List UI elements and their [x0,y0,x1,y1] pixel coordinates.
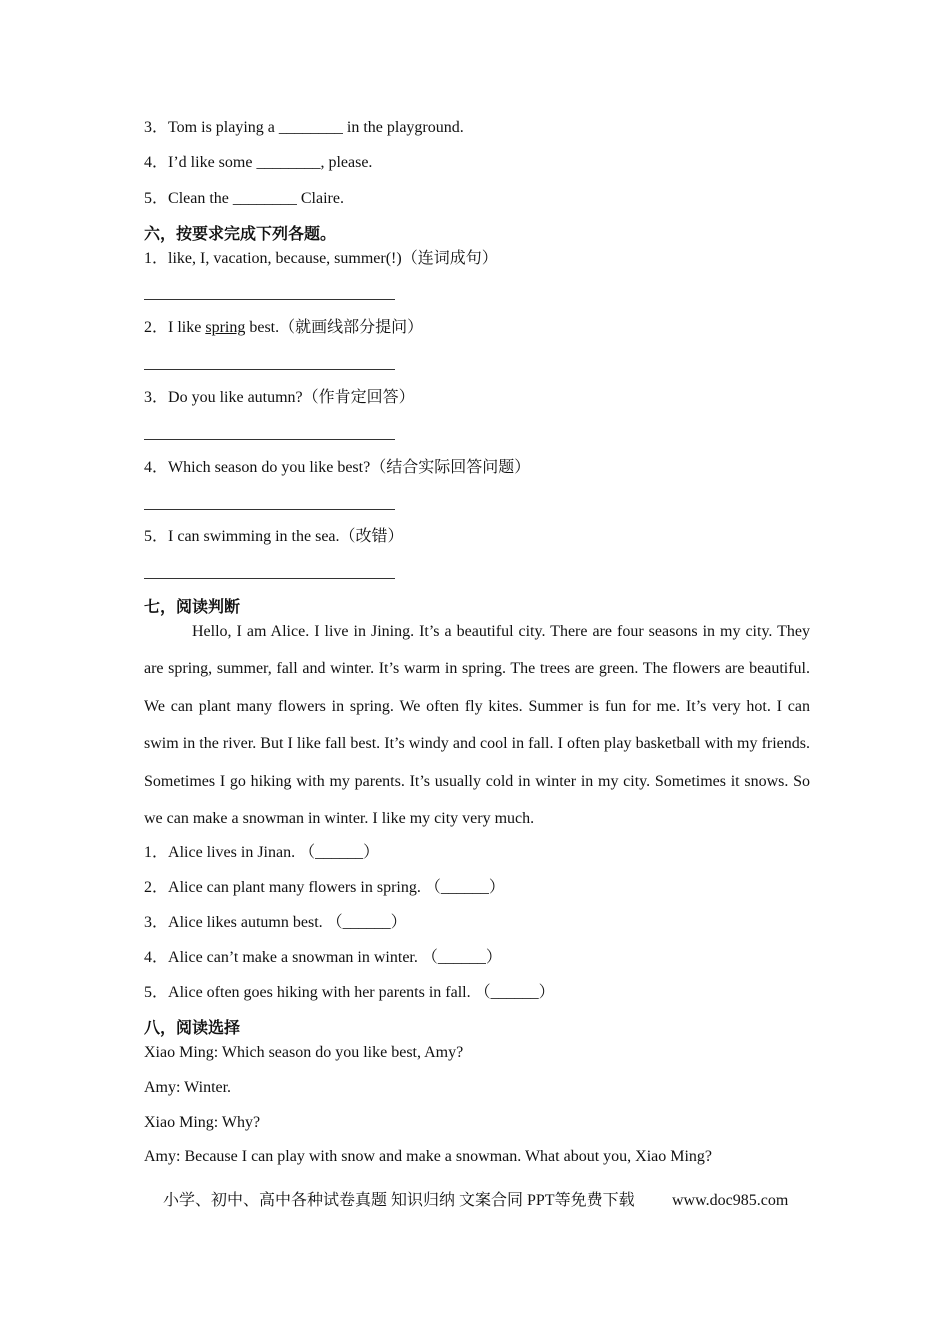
question-number: 5． [144,190,169,207]
question-number: 3． [144,914,169,931]
answer-line-3[interactable] [144,439,395,440]
question-text: best.（就画线部分提问） [245,319,424,336]
s5-question-4 [144,153,372,173]
question-number: 1． [144,844,169,861]
question-text: I like [168,319,206,336]
question-text: Tom is playing a ________ in the playground. [168,119,464,136]
section-7-heading: 七，阅读判断 [144,597,241,616]
s7-item-3 [144,913,407,933]
dialogue-line: Amy: Winter. [144,1079,232,1096]
question-number: 2． [144,879,169,896]
question-text: Clean the ________ Claire. [168,190,344,207]
question-text: I’d like some ________, please. [168,154,373,171]
question-text: Alice often goes hiking with her parents in fall. （______） [168,984,555,1001]
s7-item-1 [144,843,379,863]
s6-question-3 [144,388,415,408]
dialogue-line: Xiao Ming: Which season do you like best, Amy? [144,1044,464,1061]
s6-question-5 [144,527,404,547]
section-8-heading: 八，阅读选择 [144,1018,241,1037]
question-number: 1． [144,250,169,267]
question-text: Alice can plant many flowers in spring. （______） [168,879,505,896]
dialogue-line: Xiao Ming: Why? [144,1114,261,1131]
section-6-heading: 六，按要求完成下列各题。 [144,224,337,243]
s6-question-2 [144,318,423,338]
reading-passage [144,613,810,837]
question-number: 4． [144,949,169,966]
question-text: Do you like autumn?（作肯定回答） [168,389,415,406]
question-number: 3． [144,389,169,406]
s7-item-4 [144,948,502,968]
s5-question-5 [144,189,344,209]
answer-line-4[interactable] [144,509,395,510]
question-number: 4． [144,459,169,476]
question-number: 5． [144,528,169,545]
page-footer [163,1190,803,1212]
question-text: Alice lives in Jinan. （______） [168,844,380,861]
answer-line-2[interactable] [144,369,395,370]
question-number: 2． [144,319,169,336]
question-text: Alice likes autumn best. （______） [168,914,407,931]
passage-text: Hello, I am Alice. I live in Jining. It’s a beautiful city. There are four seasons in my city. They are spring, summer, fall and winter. It’s warm in spring. The trees are green. The flowers are beautiful. We can plant many flowers in spring. We often fly kites. Summer is fun for me. It’s very hot. I can swim in the river. But I like fall best. It’s windy and cool in fall. I often play basketball with my friends. Sometimes I go hiking with my parents. It’s usually cold in winter in my city. Sometimes it snows. So we can make a snowman in winter. I like my city very much. [144,623,810,828]
question-text: like, I, vacation, because, summer(!)（连词成句） [168,250,498,267]
footer-text: 小学、初中、高中各种试卷真题 知识归纳 文案合同 PPT等免费下载 [163,1192,635,1209]
s7-item-2 [144,878,505,898]
footer-link[interactable]: www.doc985.com [672,1192,789,1209]
question-text: Which season do you like best?（结合实际回答问题） [168,459,531,476]
question-text: Alice can’t make a snowman in winter. （______） [168,949,502,966]
answer-line-5[interactable] [144,578,395,579]
question-number: 4． [144,154,169,171]
question-number: 3． [144,119,169,136]
dialogue-line: Amy: Because I can play with snow and make a snowman. What about you, Xiao Ming? [144,1148,713,1165]
answer-line-1[interactable] [144,299,395,300]
s7-item-5 [144,983,555,1003]
underlined-word: spring [205,319,246,336]
s6-question-1 [144,249,498,269]
question-number: 5． [144,984,169,1001]
s5-question-3 [144,118,464,138]
s6-question-4 [144,458,530,478]
question-text: I can swimming in the sea.（改错） [168,528,404,545]
